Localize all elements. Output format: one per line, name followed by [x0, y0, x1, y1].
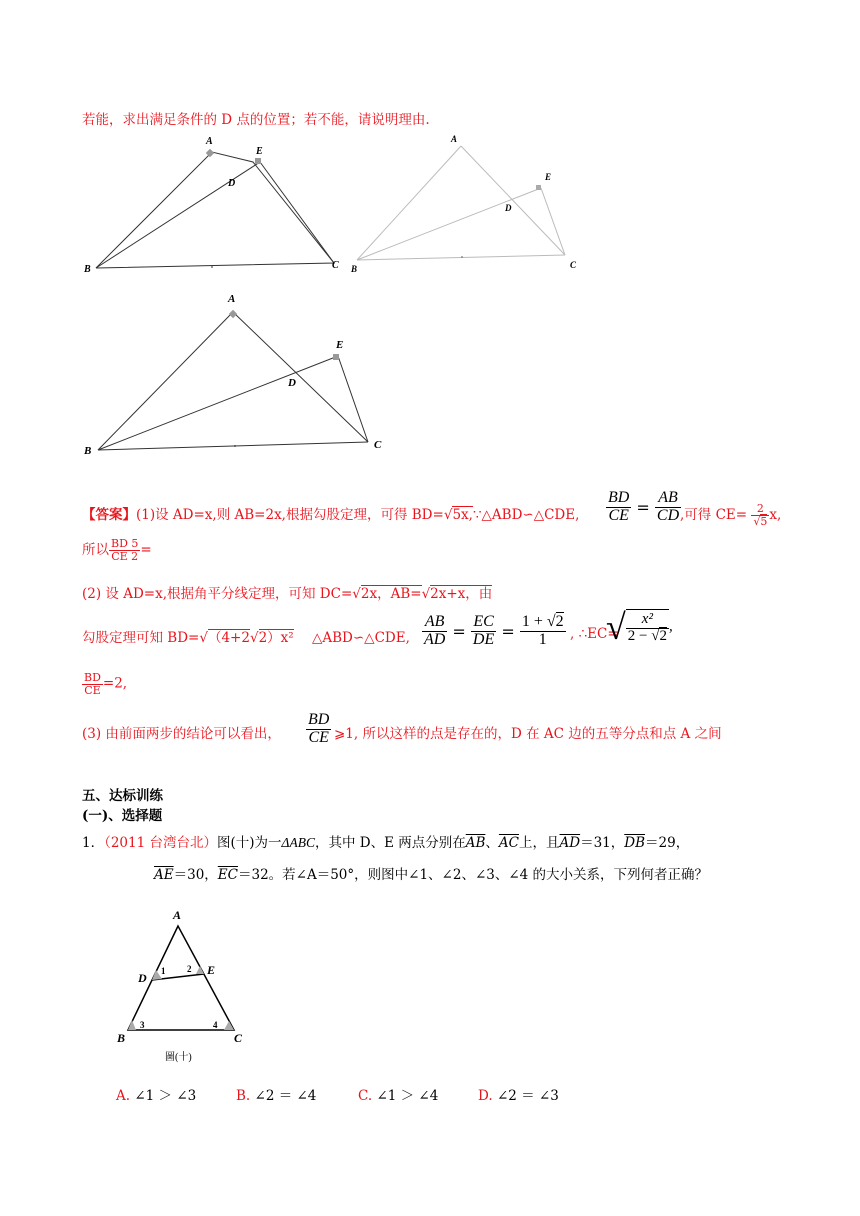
answer-line-3: 勾股定理可知 BD=√（4+2√2）x² △ABD∽△CDE, — [82, 630, 410, 646]
answer-text: (1)设 AD=x,则 AB=2x,根据勾股定理，可得 BD= — [136, 507, 444, 523]
question-figure — [112, 904, 262, 1064]
question-1-line-2: $\overline{AE}=30$，$\overline{EC}=32$。若∠A＝50°，则图中∠1、∠2、∠3、∠4 的大小关系，下列何者正确？ — [154, 867, 709, 883]
figure-2 — [345, 130, 585, 280]
answer-line-1: 【答案】(1)设 AD=x,则 AB=2x,根据勾股定理，可得 BD=√5x,∵△ABD∽△CDE, — [82, 507, 580, 523]
q-label-3: 3 — [140, 1020, 145, 1030]
question-1-line-1: 1．（2011 台湾台北）图(十)为一ΔABC，其中 D、E 两点分别在$\overline{AB}$、$\overline{AC}$上，且$\overline{AD}=31$，$\overline{DB}=29$， — [82, 835, 690, 851]
answer-ec-label: , ∴EC= — [570, 626, 619, 642]
fig2-label-d: D — [505, 203, 512, 213]
fig3-label-a: A — [228, 293, 236, 305]
answer-line-4: $\frac{BD}{CE}$ =2, — [84, 671, 128, 697]
q-label-4: 4 — [213, 1020, 218, 1030]
fig3-label-e: E — [336, 339, 344, 351]
q-label-b: B — [117, 1031, 126, 1045]
answer-line-5: (3) 由前面两步的结论可以看出， — [82, 726, 281, 742]
fig3-label-b: B — [84, 445, 92, 457]
fig3-label-c: C — [374, 439, 382, 451]
q-label-e: E — [207, 963, 216, 977]
q-label-d: D — [138, 971, 147, 985]
q-label-a: A — [173, 908, 182, 922]
fig1-label-b: B — [84, 264, 91, 275]
option-c[interactable]: C. ∠1 ＞ ∠4 — [358, 1088, 439, 1104]
fig1-label-a: A — [206, 136, 213, 147]
answer-ce-expr: ,可得 CE= $\frac{2}{√5}$ x, — [680, 502, 782, 528]
q-label-2: 2 — [187, 964, 192, 974]
figure-3 — [80, 290, 400, 460]
option-a[interactable]: A. ∠1 ＞ ∠3 — [116, 1088, 197, 1104]
ratio-bd-ce: $\frac{BD}{CE}$ = $\frac{AB}{CD}$ — [608, 489, 680, 524]
answer-line-2: (2) 设 AD=x,根据角平分线定理，可知 DC=√2x，AB=√2x+x，由 — [82, 586, 493, 602]
option-d[interactable]: D. ∠2 ＝ ∠3 — [478, 1088, 559, 1104]
ratio-bd-ce-2: $\frac{BD}{CE}$ — [308, 711, 330, 746]
fig2-label-c: C — [570, 260, 577, 270]
fig1-label-d: D — [228, 178, 236, 189]
answer-tag: 【答案】 — [82, 507, 136, 523]
fig1-label-e: E — [256, 146, 263, 157]
intro-line: 若能，求出满足条件的 D 点的位置；若不能，请说明理由. — [82, 112, 430, 128]
sqrt-5x: 5x, — [452, 507, 473, 523]
figure-1 — [80, 130, 360, 280]
q-label-c: C — [234, 1031, 243, 1045]
answer-line-5b: ⩾1, 所以这样的点是存在的，D 在 AC 边的五等分点和点 A 之间 — [334, 726, 722, 742]
fig2-label-a: A — [451, 134, 458, 144]
q-label-1: 1 — [161, 966, 166, 976]
figure-caption: 圖(十) — [165, 1052, 192, 1063]
ec-sqrt-expr: √ $\frac{\text{x²}}{2 - √2}$ , — [606, 607, 673, 647]
section-title: 五、达标训练 — [82, 788, 163, 804]
fig1-label-c: C — [332, 260, 339, 271]
fig2-label-e: E — [545, 172, 552, 182]
fig2-label-b: B — [351, 264, 358, 274]
section-subtitle: (一)、选择题 — [82, 808, 163, 824]
ratio-ab-ad: $\frac{AB}{AD}$ = $\frac{EC}{DE}$ = $\frac{1 + √2}{1}$ — [424, 613, 564, 648]
option-b[interactable]: B. ∠2 ＝ ∠4 — [236, 1088, 317, 1104]
answer-so-line: 所以 $\frac{BD 5}{CE 2}$ = — [82, 537, 152, 563]
fig3-label-d: D — [288, 377, 296, 389]
